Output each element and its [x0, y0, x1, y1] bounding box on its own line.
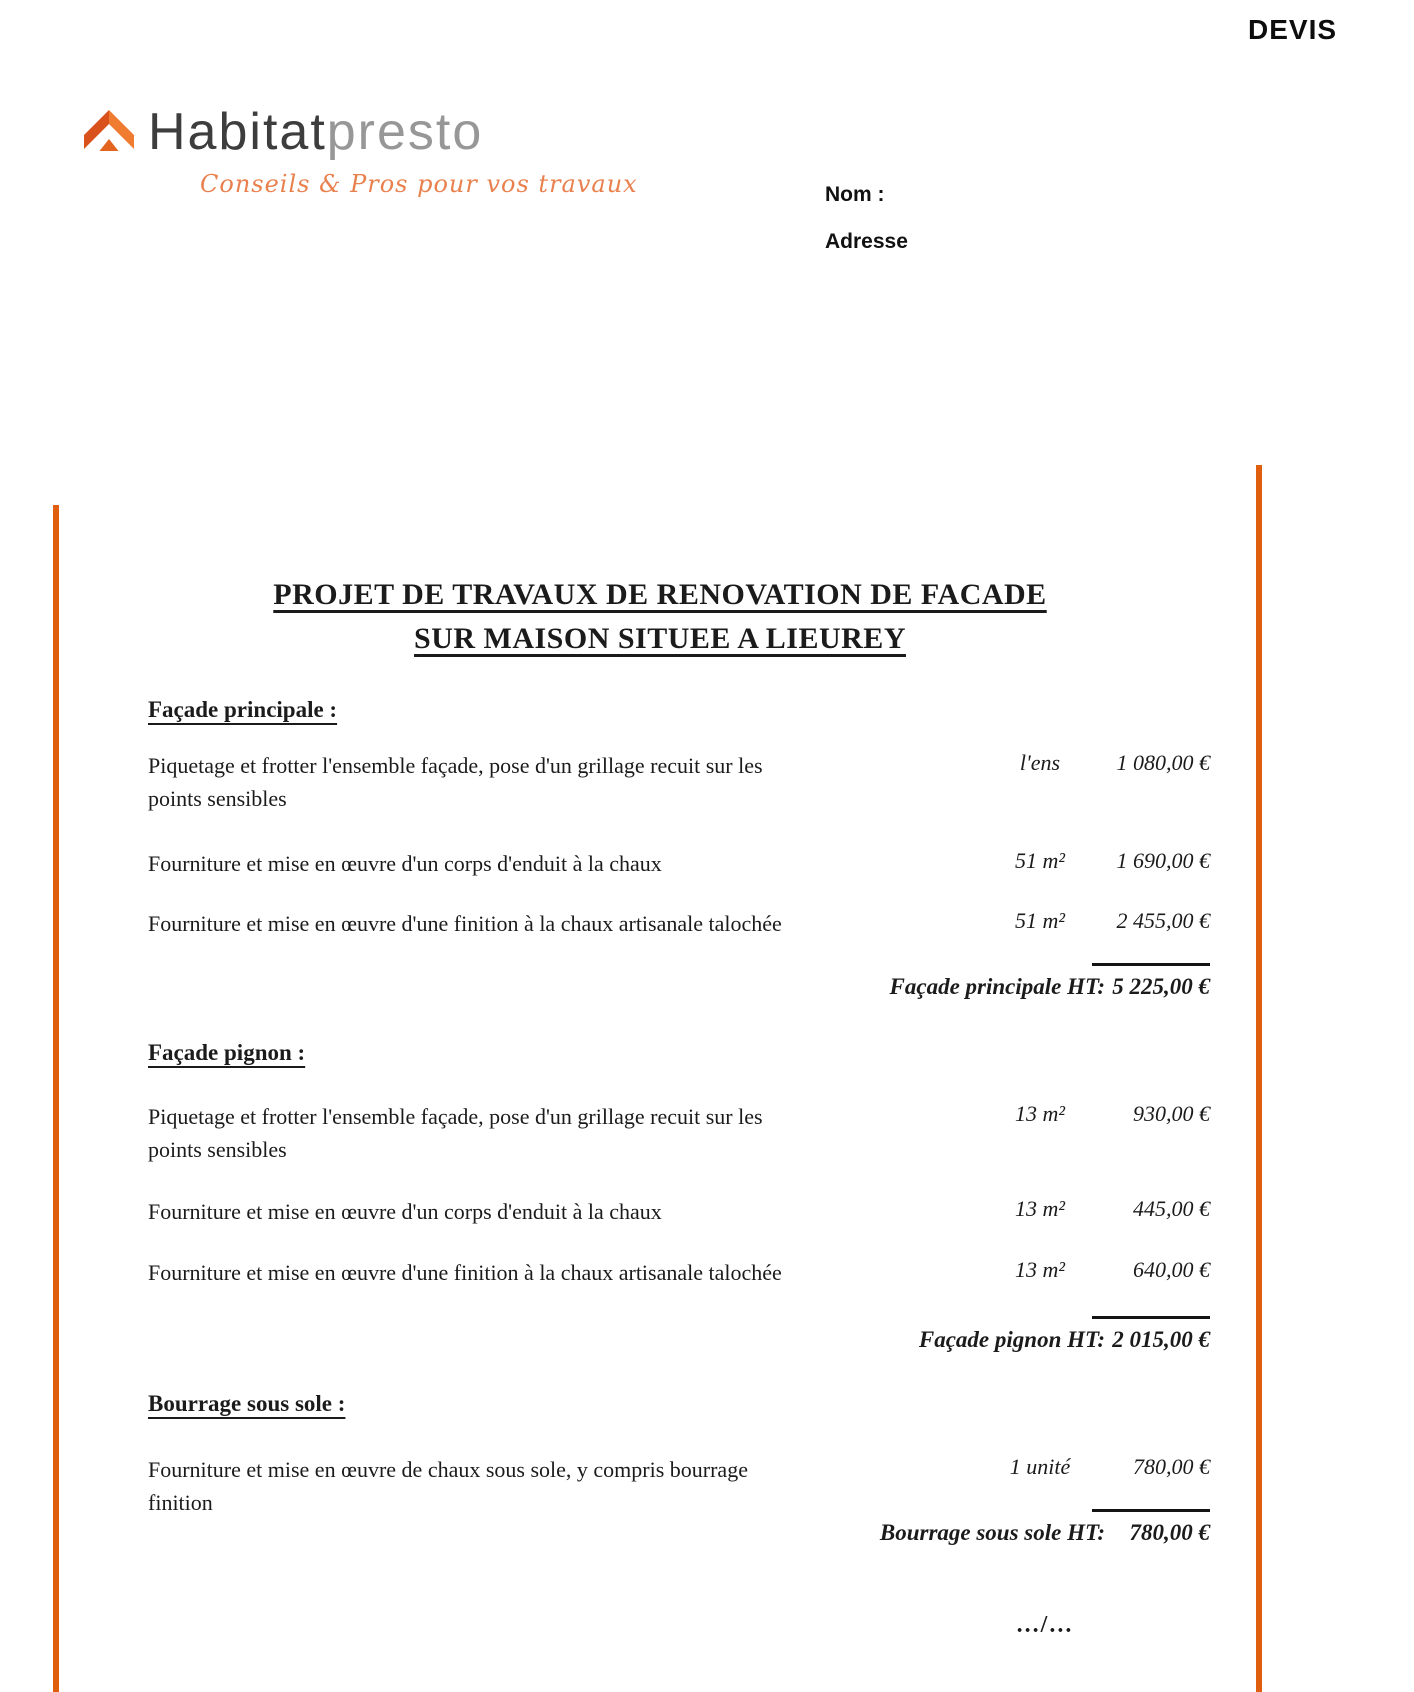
document-title-line2: SUR MAISON SITUEE A LIEUREY [414, 622, 906, 655]
left-page-rail [53, 505, 59, 1692]
total-label: Façade principale HT: [889, 974, 1105, 999]
item-description: Piquetage et frotter l'ensemble façade, pose d'un grillage recuit sur les points sensibles [148, 753, 763, 811]
item-description: Fourniture et mise en œuvre d'un corps d'enduit à la chaux [148, 1199, 662, 1224]
recipient-address-label: Adresse [825, 230, 908, 253]
total-value: 2 015,00 € [1092, 1316, 1210, 1353]
item-quantity: l'ens [1019, 750, 1061, 775]
total-label: Bourrage sous sole HT: [879, 1520, 1105, 1545]
brand-wordmark-presto: presto [326, 103, 484, 161]
item-quantity: 1 unité [1009, 1454, 1071, 1479]
document-title-line1: PROJET DE TRAVAUX DE RENOVATION DE FACADE [273, 578, 1047, 611]
total-value: 5 225,00 € [1092, 963, 1210, 1000]
item-description: Fourniture et mise en œuvre d'une finition à la chaux artisanale talochée [148, 911, 782, 936]
item-description: Fourniture et mise en œuvre d'un corps d'enduit à la chaux [148, 851, 662, 876]
item-quantity: 13 m² [1015, 1196, 1065, 1221]
item-description: Piquetage et frotter l'ensemble façade, pose d'un grillage recuit sur les points sensibles [148, 1104, 763, 1162]
section-heading-facade-pignon: Façade pignon : [148, 1040, 306, 1065]
brand-tagline: Conseils & Pros pour vos travaux [200, 170, 638, 198]
item-description: Fourniture et mise en œuvre de chaux sous sole, y compris bourrage finition [148, 1457, 748, 1515]
section-heading-facade-principale: Façade principale : [148, 697, 338, 722]
item-quantity: 51 m² [1015, 848, 1065, 873]
brand-wordmark [148, 102, 483, 162]
recipient-name-label: Nom : [825, 183, 885, 206]
document-type-label: DEVIS [1248, 14, 1338, 45]
brand-wordmark-habitat: Habitat [148, 103, 327, 161]
item-quantity: 51 m² [1015, 908, 1065, 933]
home-arrow-icon [80, 106, 138, 167]
total-value: 780,00 € [1092, 1509, 1210, 1546]
page-continuation-mark: .../... [1016, 1612, 1074, 1638]
section-heading-bourrage-sous-sole: Bourrage sous sole : [148, 1391, 346, 1416]
item-price: 780,00 € [1133, 1454, 1210, 1479]
total-label: Façade pignon HT: [918, 1327, 1105, 1352]
right-page-rail [1256, 465, 1262, 1692]
item-price: 1 080,00 € [1116, 750, 1210, 775]
item-quantity: 13 m² [1015, 1257, 1065, 1282]
item-price: 2 455,00 € [1116, 908, 1210, 933]
item-quantity: 13 m² [1015, 1101, 1065, 1126]
item-description: Fourniture et mise en œuvre d'une finition à la chaux artisanale talochée [148, 1260, 782, 1285]
item-price: 930,00 € [1133, 1101, 1210, 1126]
item-price: 640,00 € [1133, 1257, 1210, 1282]
item-price: 1 690,00 € [1116, 848, 1210, 873]
item-price: 445,00 € [1133, 1196, 1210, 1221]
